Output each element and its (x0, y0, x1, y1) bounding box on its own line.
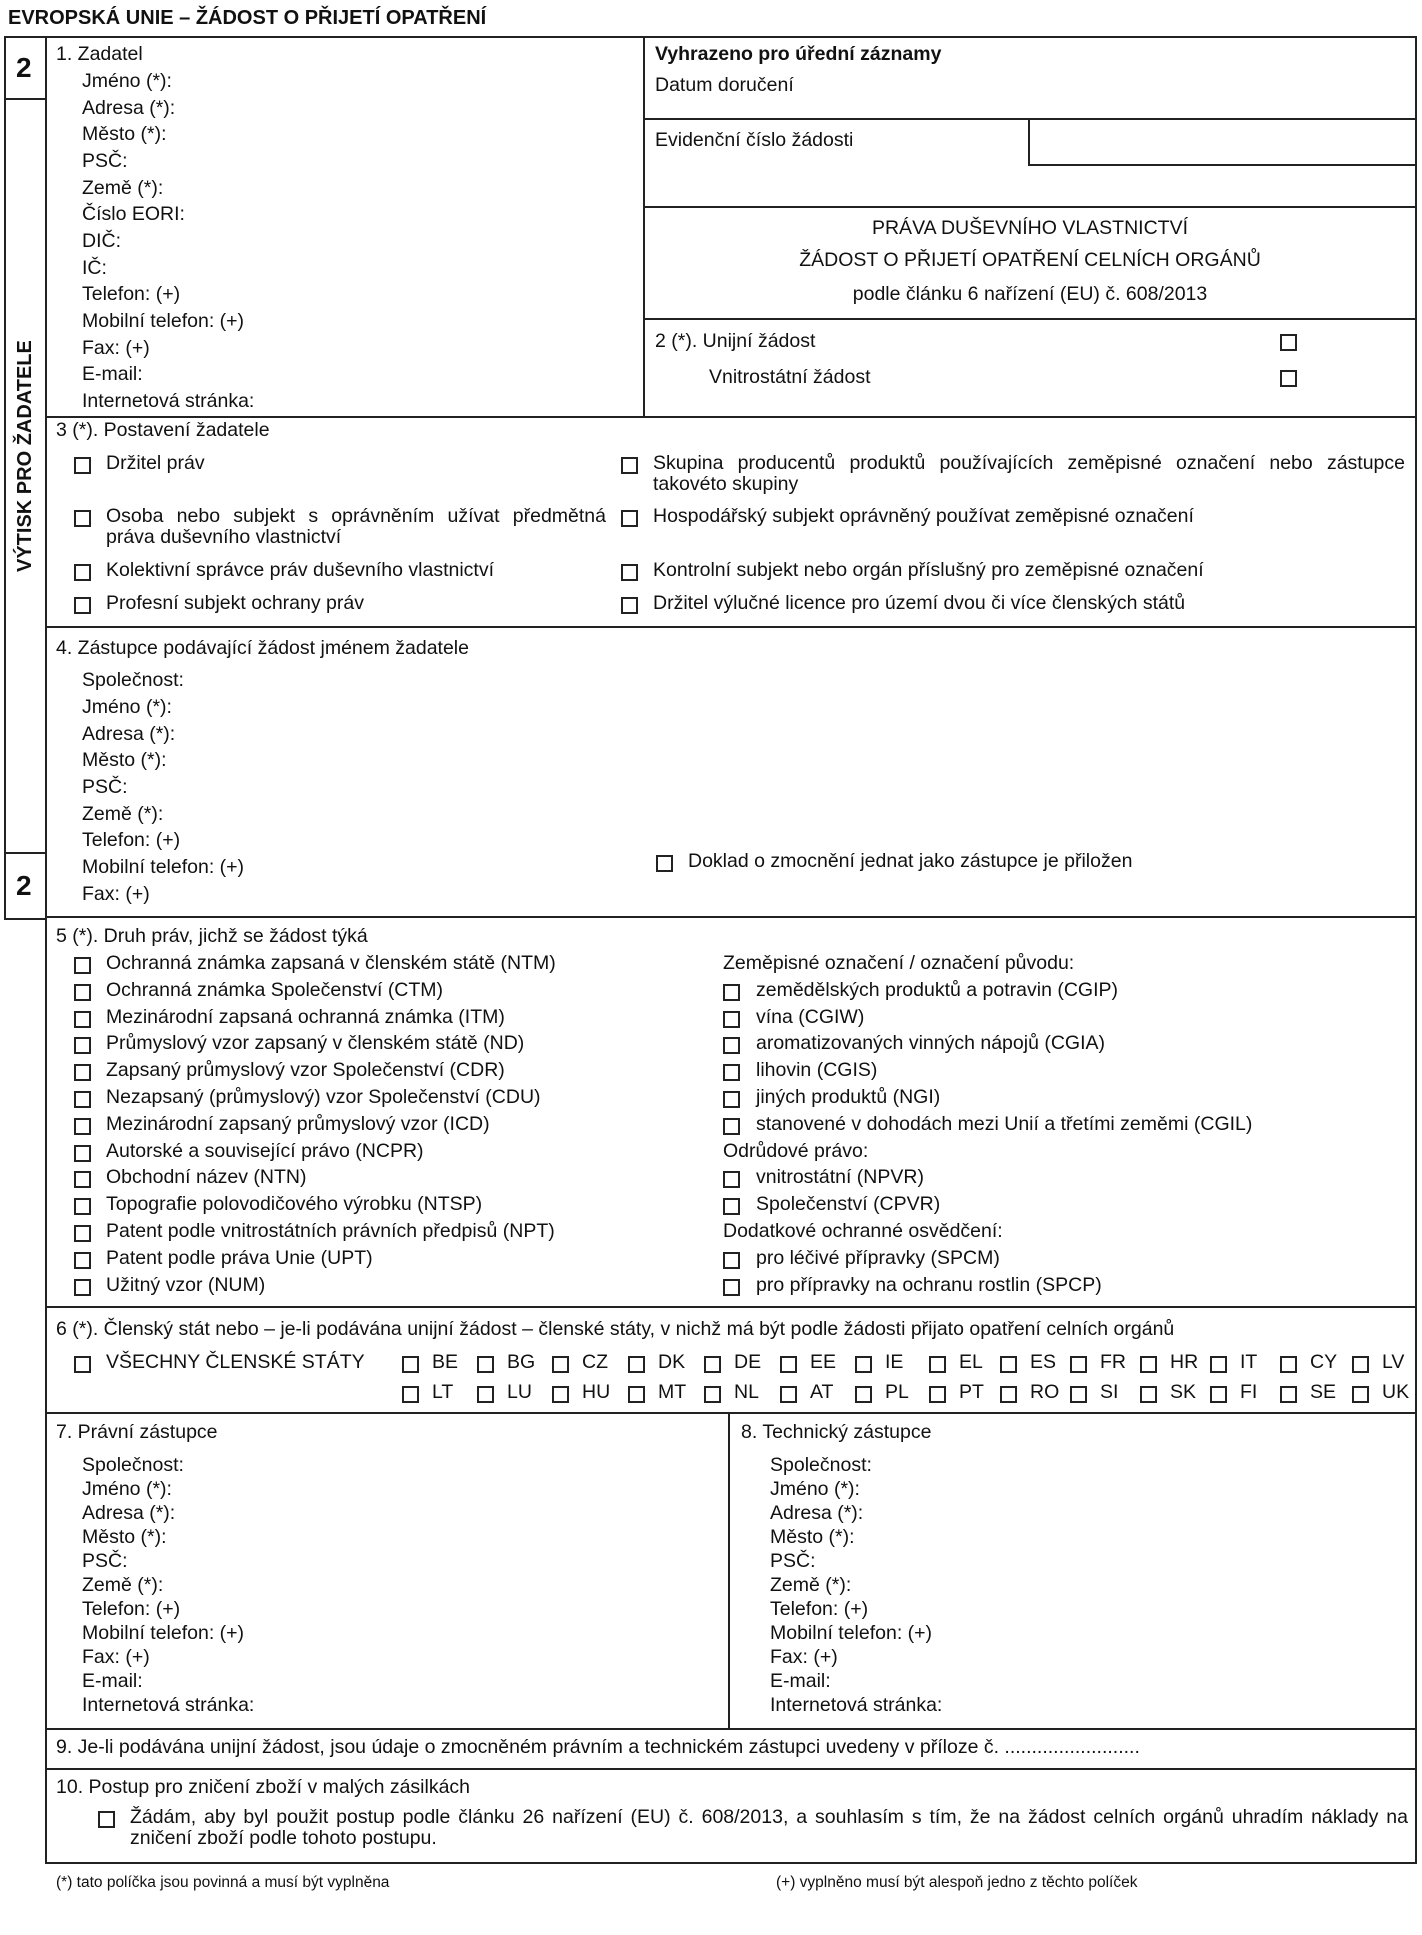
right-type-label: aromatizovaných vinných nápojů (CGIA) (756, 1032, 1105, 1054)
status-label: Skupina producentů produktů používajících zeměpisné označení nebo zástupce takovéto skupiny (653, 452, 1405, 495)
spc-heading: Dodatkové ochranné osvědčení: (723, 1220, 1003, 1242)
member-state-label: EL (959, 1351, 983, 1373)
right-type-checkbox[interactable] (723, 1118, 740, 1135)
status-checkbox[interactable] (621, 457, 638, 474)
sec4-field: Fax: (+) (82, 883, 150, 905)
sec10-top-line (45, 1768, 1417, 1770)
member-state-checkbox[interactable] (1280, 1356, 1297, 1373)
sec10-title: 10. Postup pro zničení zboží v malých zásilkách (56, 1776, 471, 1798)
member-state-label: MT (658, 1381, 687, 1403)
sec7-field: Jméno (*): (82, 1478, 172, 1500)
member-state-label: DE (734, 1351, 762, 1373)
member-state-checkbox[interactable] (628, 1356, 645, 1373)
sec9-top-line (45, 1728, 1417, 1730)
office-number-box-bottom (1028, 164, 1417, 166)
member-state-checkbox[interactable] (1280, 1386, 1297, 1403)
side-divider-bottom (4, 852, 46, 854)
sec9-text: 9. Je-li podávána unijní žádost, jsou údaje o zmocněném právním a technickém zástupci uvedeny v příloze č. ......................... (56, 1736, 1140, 1758)
right-type-label: Užitný vzor (NUM) (106, 1274, 266, 1296)
member-state-checkbox[interactable] (552, 1356, 569, 1373)
sec1-field: Mobilní telefon: (+) (82, 310, 245, 332)
member-state-label: AT (810, 1381, 834, 1403)
member-state-checkbox[interactable] (628, 1386, 645, 1403)
member-state-checkbox[interactable] (1070, 1356, 1087, 1373)
right-type-checkbox[interactable] (74, 1225, 91, 1242)
right-type-checkbox[interactable] (74, 1171, 91, 1188)
member-state-checkbox[interactable] (1000, 1386, 1017, 1403)
member-state-checkbox[interactable] (929, 1386, 946, 1403)
right-type-label: Průmyslový vzor zapsaný v členském státě (ND) (106, 1032, 525, 1054)
sec10-text: Žádám, aby byl použit postup podle článku 26 nařízení (EU) č. 608/2013, a souhlasím s tím, že na žádost celních orgánů uhradím náklady na zničení zboží podle tohoto postupu. (130, 1806, 1408, 1849)
member-state-label: CY (1310, 1351, 1338, 1373)
member-state-label: IE (885, 1351, 904, 1373)
member-state-checkbox[interactable] (780, 1386, 797, 1403)
right-type-checkbox[interactable] (723, 1198, 740, 1215)
member-state-label: IT (1240, 1351, 1258, 1373)
right-type-checkbox[interactable] (723, 1011, 740, 1028)
member-state-checkbox[interactable] (402, 1356, 419, 1373)
proof-of-authority-checkbox[interactable] (656, 855, 673, 872)
sec1-field: Fax: (+) (82, 337, 150, 359)
sec7-field: PSČ: (82, 1550, 128, 1572)
right-type-label: Ochranná známka Společenství (CTM) (106, 979, 444, 1001)
geo-heading: Zeměpisné označení / označení původu: (723, 952, 1075, 974)
sec4-field: Telefon: (+) (82, 829, 181, 851)
copy-number-bottom: 2 (16, 870, 32, 901)
status-checkbox[interactable] (74, 564, 91, 581)
right-type-checkbox[interactable] (74, 1037, 91, 1054)
sec7-field: Adresa (*): (82, 1502, 176, 1524)
sec4-field: Společnost: (82, 669, 184, 691)
member-state-checkbox[interactable] (704, 1386, 721, 1403)
member-state-checkbox[interactable] (1140, 1356, 1157, 1373)
right-type-checkbox[interactable] (723, 1252, 740, 1269)
right-type-checkbox[interactable] (74, 1198, 91, 1215)
side-divider-top (4, 98, 46, 100)
sec8-field: Země (*): (770, 1574, 852, 1596)
status-label: Kontrolní subjekt nebo orgán příslušný pro zeměpisné označení (653, 559, 1204, 581)
right-type-checkbox[interactable] (723, 1064, 740, 1081)
member-state-label: SI (1100, 1381, 1119, 1403)
sec1-field: DIČ: (82, 230, 121, 252)
member-state-label: LU (507, 1381, 532, 1403)
member-state-checkbox[interactable] (704, 1356, 721, 1373)
member-state-checkbox[interactable] (855, 1356, 872, 1373)
status-label: Držitel výlučné licence pro území dvou či více členských států (653, 592, 1186, 614)
right-type-checkbox[interactable] (74, 1118, 91, 1135)
side-label: VÝTISK PRO ŽADATELE (14, 340, 36, 572)
right-type-label: Autorské a související právo (NCPR) (106, 1140, 424, 1162)
member-state-label: RO (1030, 1381, 1060, 1403)
member-state-checkbox[interactable] (477, 1356, 494, 1373)
member-state-label: UK (1382, 1381, 1410, 1403)
right-type-label: Nezapsaný (průmyslový) vzor Společenství (CDU) (106, 1086, 541, 1108)
all-member-states-label: VŠECHNY ČLENSKÉ STÁTY (106, 1351, 365, 1373)
sec7-field: E-mail: (82, 1670, 143, 1692)
sec8-field: PSČ: (770, 1550, 816, 1572)
office-line-1 (643, 118, 1417, 120)
office-line-2 (643, 206, 1417, 208)
member-state-label: HU (582, 1381, 611, 1403)
member-state-checkbox[interactable] (1352, 1386, 1369, 1403)
member-state-checkbox[interactable] (552, 1386, 569, 1403)
doc-title-2: ŽÁDOST O PŘIJETÍ OPATŘENÍ CELNÍCH ORGÁNŮ (799, 249, 1261, 271)
status-label: Hospodářský subjekt oprávněný používat zeměpisné označení (653, 505, 1194, 527)
footer-mandatory: (*) tato políčka jsou povinná a musí být vyplněna (56, 1874, 390, 1891)
status-label: Profesní subjekt ochrany práv (106, 592, 364, 614)
member-state-checkbox[interactable] (477, 1386, 494, 1403)
sec1-field: Adresa (*): (82, 97, 176, 119)
right-type-checkbox[interactable] (74, 957, 91, 974)
right-type-label: Zapsaný průmyslový vzor Společenství (CDR) (106, 1059, 505, 1081)
sec4-top-line (45, 626, 1417, 628)
right-type-label: zemědělských produktů a potravin (CGIP) (756, 979, 1118, 1001)
sec7-field: Společnost: (82, 1454, 184, 1476)
sec1-field: PSČ: (82, 150, 128, 172)
right-type-checkbox[interactable] (74, 1252, 91, 1269)
office-line-3 (643, 318, 1417, 320)
sec7-field: Mobilní telefon: (+) (82, 1622, 245, 1644)
sec6-top-line (45, 1306, 1417, 1308)
sec6-title: 6 (*). Členský stát nebo – je-li podávána unijní žádost – členské státy, v nichž má být podle žádosti přijato opatření celních orgánů (56, 1318, 1175, 1340)
office-number-box-left (1028, 118, 1030, 164)
right-type-checkbox[interactable] (723, 1037, 740, 1054)
sec7-top-line (45, 1412, 1417, 1414)
status-checkbox[interactable] (621, 510, 638, 527)
status-checkbox[interactable] (74, 457, 91, 474)
sec1-field: Země (*): (82, 177, 164, 199)
member-state-label: LV (1382, 1351, 1405, 1373)
status-label: Osoba nebo subjekt s oprávněním užívat předmětná práva duševního vlastnictví (106, 505, 606, 548)
right-type-checkbox[interactable] (74, 984, 91, 1001)
sec4-field: PSČ: (82, 776, 128, 798)
member-state-label: BE (432, 1351, 459, 1373)
member-state-checkbox[interactable] (929, 1356, 946, 1373)
sec7-field: Internetová stránka: (82, 1694, 255, 1716)
right-type-checkbox[interactable] (74, 1279, 91, 1296)
sec2-union-label: 2 (*). Unijní žádost (655, 330, 816, 352)
sec8-field: Mobilní telefon: (+) (770, 1622, 933, 1644)
member-state-checkbox[interactable] (1210, 1356, 1227, 1373)
right-type-label: Obchodní název (NTN) (106, 1166, 307, 1188)
member-state-label: PT (959, 1381, 984, 1403)
right-type-label: Mezinárodní zapsaná ochranná známka (ITM) (106, 1006, 505, 1028)
member-state-label: NL (734, 1381, 759, 1403)
member-state-label: HR (1170, 1351, 1199, 1373)
sec3-top-line (45, 416, 1417, 418)
member-state-label: EE (810, 1351, 837, 1373)
variety-heading: Odrůdové právo: (723, 1140, 869, 1162)
member-state-checkbox[interactable] (1070, 1386, 1087, 1403)
member-state-checkbox[interactable] (1210, 1386, 1227, 1403)
sec8-field: Internetová stránka: (770, 1694, 943, 1716)
member-state-checkbox[interactable] (1352, 1356, 1369, 1373)
office-number-label: Evidenční číslo žádosti (655, 129, 854, 151)
right-type-label: Mezinárodní zapsaný průmyslový vzor (ICD) (106, 1113, 490, 1135)
status-checkbox[interactable] (74, 510, 91, 527)
sec1-title: 1. Zadatel (56, 43, 143, 65)
sec4-field: Adresa (*): (82, 723, 176, 745)
right-type-checkbox[interactable] (723, 1279, 740, 1296)
sec1-field: Telefon: (+) (82, 283, 181, 305)
right-type-checkbox[interactable] (74, 1145, 91, 1162)
right-type-label: pro přípravky na ochranu rostlin (SPCP) (756, 1274, 1102, 1296)
member-state-label: SK (1170, 1381, 1197, 1403)
sec4-field: Mobilní telefon: (+) (82, 856, 245, 878)
member-state-checkbox[interactable] (1000, 1356, 1017, 1373)
member-state-label: SE (1310, 1381, 1337, 1403)
sec8-field: Společnost: (770, 1454, 872, 1476)
sec8-field: Adresa (*): (770, 1502, 864, 1524)
national-request-checkbox[interactable] (1280, 370, 1297, 387)
right-type-checkbox[interactable] (74, 1011, 91, 1028)
status-label: Držitel práv (106, 452, 205, 474)
sec1-field: Internetová stránka: (82, 390, 255, 412)
destruction-procedure-checkbox[interactable] (98, 1811, 115, 1828)
page-title: EVROPSKÁ UNIE – ŽÁDOST O PŘIJETÍ OPATŘENÍ (8, 7, 487, 29)
right-type-checkbox[interactable] (723, 1091, 740, 1108)
sec4-title: 4. Zástupce podávající žádost jménem žadatele (56, 637, 469, 659)
all-member-states-checkbox[interactable] (74, 1356, 91, 1373)
right-type-label: vnitrostátní (NPVR) (756, 1166, 924, 1188)
right-type-label: Patent podle práva Unie (UPT) (106, 1247, 373, 1269)
right-type-checkbox[interactable] (74, 1091, 91, 1108)
doc-title-1: PRÁVA DUŠEVNÍHO VLASTNICTVÍ (871, 217, 1189, 239)
member-state-checkbox[interactable] (780, 1356, 797, 1373)
sec1-field: Číslo EORI: (82, 203, 185, 225)
member-state-label: BG (507, 1351, 536, 1373)
sec7-field: Telefon: (+) (82, 1598, 181, 1620)
member-state-label: CZ (582, 1351, 608, 1373)
doc-title-3: podle článku 6 nařízení (EU) č. 608/2013 (852, 283, 1208, 305)
status-checkbox[interactable] (74, 597, 91, 614)
member-state-label: DK (658, 1351, 686, 1373)
right-type-label: vína (CGIW) (756, 1006, 865, 1028)
member-state-label: FI (1240, 1381, 1258, 1403)
sec2-national-label: Vnitrostátní žádost (709, 366, 871, 388)
right-type-label: stanovené v dohodách mezi Unií a třetími zeměmi (CGIL) (756, 1113, 1253, 1135)
sec8-field: Město (*): (770, 1526, 855, 1548)
right-type-checkbox[interactable] (723, 984, 740, 1001)
copy-number-top: 2 (16, 52, 32, 83)
sec8-title: 8. Technický zástupce (741, 1421, 932, 1443)
office-title: Vyhrazeno pro úřední záznamy (655, 43, 942, 65)
status-checkbox[interactable] (621, 597, 638, 614)
footer-at-least-one: (+) vyplněno musí být alespoň jedno z těchto políček (776, 1874, 1138, 1891)
sec4-field: Město (*): (82, 749, 167, 771)
right-type-label: lihovin (CGIS) (756, 1059, 878, 1081)
sec1-field: Jméno (*): (82, 70, 172, 92)
sec3-title: 3 (*). Postavení žadatele (56, 419, 270, 441)
sec5-top-line (45, 916, 1417, 918)
office-received-label: Datum doručení (655, 74, 794, 96)
right-type-label: Společenství (CPVR) (756, 1193, 941, 1215)
sec7-8-divider (728, 1412, 730, 1728)
sec8-field: Fax: (+) (770, 1646, 838, 1668)
proof-of-authority-label: Doklad o zmocnění jednat jako zástupce je přiložen (688, 850, 1133, 872)
member-state-label: PL (885, 1381, 909, 1403)
sec7-title: 7. Právní zástupce (56, 1421, 218, 1443)
member-state-label: FR (1100, 1351, 1126, 1373)
status-checkbox[interactable] (621, 564, 638, 581)
member-state-checkbox[interactable] (402, 1386, 419, 1403)
member-state-checkbox[interactable] (1140, 1386, 1157, 1403)
sec4-field: Jméno (*): (82, 696, 172, 718)
sec4-field: Země (*): (82, 803, 164, 825)
sec5-title: 5 (*). Druh práv, jichž se žádost týká (56, 925, 368, 947)
sec7-field: Město (*): (82, 1526, 167, 1548)
member-state-checkbox[interactable] (855, 1386, 872, 1403)
sec8-field: Jméno (*): (770, 1478, 860, 1500)
member-state-label: ES (1030, 1351, 1057, 1373)
right-type-label: pro léčivé přípravky (SPCM) (756, 1247, 1000, 1269)
right-type-label: Patent podle vnitrostátních právních předpisů (NPT) (106, 1220, 555, 1242)
right-type-label: Ochranná známka zapsaná v členském státě (NTM) (106, 952, 556, 974)
right-type-label: Topografie polovodičového výrobku (NTSP) (106, 1193, 483, 1215)
member-state-label: LT (432, 1381, 454, 1403)
right-type-checkbox[interactable] (74, 1064, 91, 1081)
sec1-field: Město (*): (82, 123, 167, 145)
sec1-field: IČ: (82, 257, 107, 279)
union-request-checkbox[interactable] (1280, 334, 1297, 351)
status-label: Kolektivní správce práv duševního vlastnictví (106, 559, 495, 581)
right-type-checkbox[interactable] (723, 1171, 740, 1188)
sec8-field: Telefon: (+) (770, 1598, 869, 1620)
sec7-field: Země (*): (82, 1574, 164, 1596)
right-type-label: jiných produktů (NGI) (756, 1086, 941, 1108)
sec1-field: E-mail: (82, 363, 143, 385)
form-frame (45, 36, 1417, 1864)
sec7-field: Fax: (+) (82, 1646, 150, 1668)
sec8-field: E-mail: (770, 1670, 831, 1692)
